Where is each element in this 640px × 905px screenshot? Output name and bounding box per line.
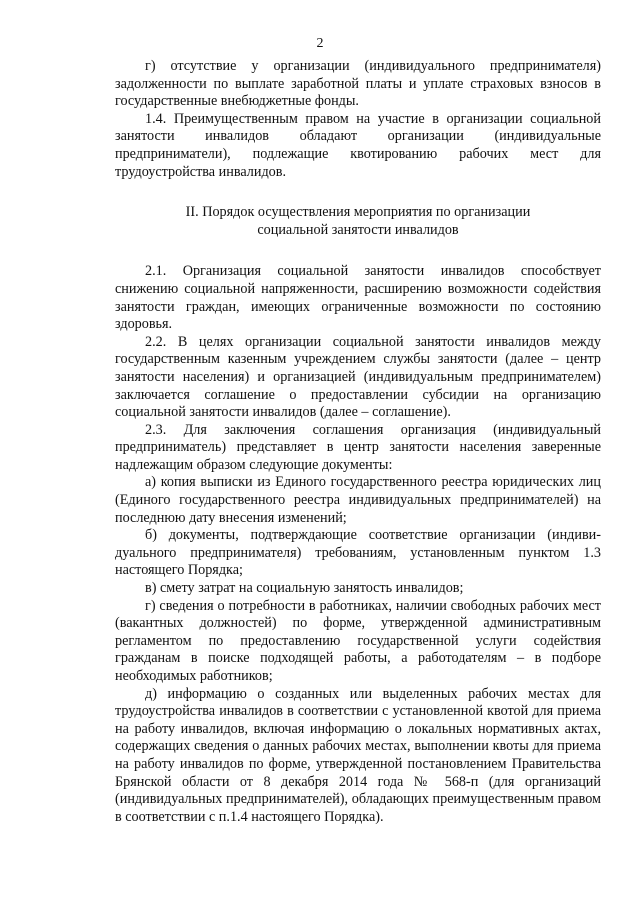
list-item-g: г) сведения о потребности в работниках, наличии свободных рабочих мест (вакантных должностей) по форме, утвержденной административным регламентом по предоставлению государственной услуги содействия гражданам в поиске подходящей работы, а работодателям – в подборе необходимых работников; xyxy=(115,597,601,684)
paragraph-1-4: 1.4. Преимущественным правом на участие в организации социальной занятости инвалидов обладают организации (индивидуальные предприниматели), подлежащие квотированию рабочих мест для трудоустройства инвалидов. xyxy=(115,110,601,180)
paragraph-2-2: 2.2. В целях организации социальной занятости инвалидов между государственным казенным учреждением службы занятости (далее – центр занятости населения) и организацией (индивидуальным предпринимателем) заключается соглашение о предоставлении субсидии на организацию социальной занятости инвалидов (далее – соглашение). xyxy=(115,333,601,421)
section-heading-line-1: II. Порядок осуществления мероприятия по организации xyxy=(185,204,531,221)
section-heading-line-2: социальной занятости инвалидов xyxy=(257,221,459,238)
document-body xyxy=(115,58,601,826)
list-item-b: б) документы, подтверждающие соответствие организации (индиви-дуального предпринимателя) требованиям, установленным пунктом 1.3 настоящего Порядка; xyxy=(115,527,601,579)
page-number: 2 xyxy=(316,36,324,51)
paragraph-2-1: 2.1. Организация социальной занятости инвалидов способствует снижению социальной напряженности, расширению возможности содействия занятости граждан, имеющих ограниченные возможности по состоянию здоровья. xyxy=(115,263,601,333)
section-heading xyxy=(115,204,601,239)
list-item-d: д) информацию о созданных или выделенных рабочих местах для трудоустройства инвалидов в соответствии с установленной квотой для приема на работу инвалидов, включая информацию о локальных нормативных актах, содержащих сведения о данных рабочих местах, выполнении квоты для приема на работу инвалидов по форме, утвержденной постановлением Правительства Брянской области от 8 декабря 2014 года № 568-п (для организаций (индивидуальных предпринимателей), обладающих преимущественным правом в соответствии с п.1.4 настоящего Порядка). xyxy=(115,685,601,825)
paragraph-debt-absence: г) отсутствие у организации (индивидуального предпринимателя) задолженности по выплате заработной платы и уплате страховых взносов в государственные внебюджетные фонды. xyxy=(115,58,601,110)
list-item-v: в) смету затрат на социальную занятость инвалидов; xyxy=(145,580,464,597)
paragraph-2-3: 2.3. Для заключения соглашения организация (индивидуальный предприниматель) представляет в центр занятости населения заверенные надлежащим образом следующие документы: xyxy=(115,421,601,473)
list-item-a: а) копия выписки из Единого государственного реестра юридических лиц (Единого государственного реестра индивидуальных предпринимателей) на последнюю дату внесения изменений; xyxy=(115,474,601,526)
